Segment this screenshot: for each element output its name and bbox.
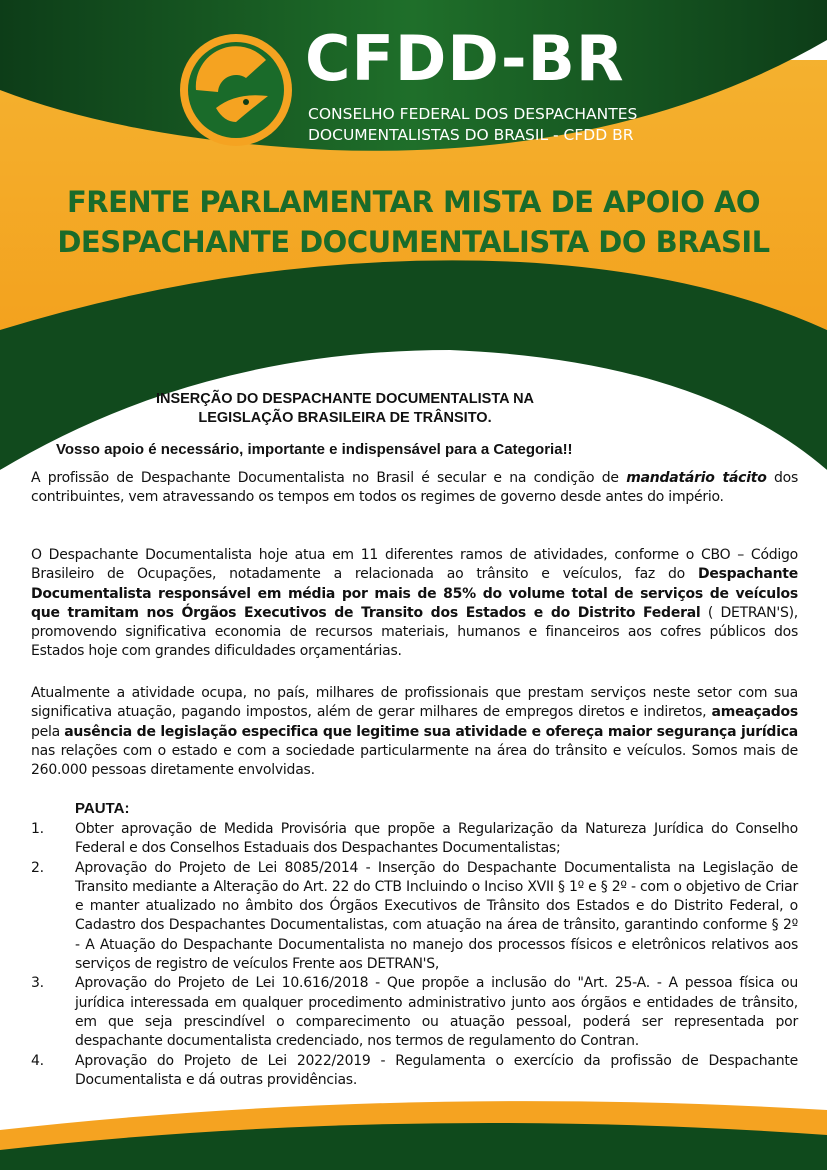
brand-name: CFDD-BR [305, 22, 625, 95]
brand-subtitle-line1: CONSELHO FEDERAL DOS DESPACHANTES [308, 105, 638, 123]
headline-line1: FRENTE PARLAMENTAR MISTA DE APOIO AO [66, 185, 761, 219]
headline-line2: DESPACHANTE DOCUMENTALISTA DO BRASIL [57, 225, 770, 259]
brand-subtitle-line2: DOCUMENTALISTAS DO BRASIL - CFDD BR [308, 126, 634, 144]
list-item [31, 859, 798, 975]
section-title-line1: INSERÇÃO DO DESPACHANTE DOCUMENTALISTA NA [155, 391, 535, 407]
item-number: 2. [31, 859, 44, 876]
p3-text-c: pela [31, 723, 65, 740]
list-item [31, 974, 798, 1051]
p2-text-a: O Despachante Documentalista hoje atua em 11 diferentes ramos de atividades, conforme o CBO – Código Brasileiro de Ocupações, notadamente a relacionada ao trânsito e veículos, faz do [31, 547, 798, 583]
item-number: 4. [31, 1052, 44, 1069]
paragraph-2 [31, 546, 798, 662]
list-item [31, 1052, 798, 1091]
item-text: Aprovação do Projeto de Lei 2022/2019 - Regulamenta o exercício da profissão de Despachante Documentalista e dá outras providências. [75, 1052, 798, 1088]
item-text: Obter aprovação de Medida Provisória que propõe a Regularização da Natureza Jurídica do Conselho Federal e dos Conselhos Estaduais dos Despachantes Documentalistas; [75, 821, 798, 857]
pauta-title: PAUTA: [75, 800, 130, 817]
p1-emphasis: mandatário tácito [626, 470, 767, 486]
p3-bold-1: ameaçados [711, 704, 798, 721]
item-text: Aprovação do Projeto de Lei 8085/2014 - Inserção do Despachante Documentalista na Legislação de Transito mediante a Alteração do Art. 22 do CTB Incluindo o Inciso XVII § 1º e § 2º - com o objetivo de Criar e manter atualizado no âmbito dos Órgãos Executivos de Trânsito dos Estados e do Distrito Federal, o Cadastro dos Despachantes Documentalistas, com atuação na área de trânsito, garantindo conforme § 2º - A Atuação do Despachante Documentalista no manejo dos processos físicos e eletrônicos relativos aos serviços de registro de veículos Frente aos DETRAN'S, [75, 859, 798, 973]
p2-bold: Despachante Documentalista responsável em média por mais de 85% do volume total de serviços de veículos que tramitam nos Órgãos Executivos de Transito dos Estados e do Distrito Federal [31, 566, 798, 621]
section-title [0, 390, 690, 428]
eagle-logo-icon [176, 30, 296, 150]
headline [0, 182, 827, 262]
paragraph-1 [31, 469, 798, 508]
p3-text-e: nas relações com o estado e com a sociedade particularmente na área do trânsito e veículos. Somos mais de 260.000 pessoas diretamente envolvidas. [31, 742, 798, 779]
p1-text-c: dos contribuintes, vem atravessando os tempos em todos os regimes de governo desde antes do império. [31, 470, 799, 506]
p1-text-a: A profissão de Despachante Documentalista no Brasil é secular e na condição de [31, 470, 627, 486]
item-text: Aprovação do Projeto de Lei 10.616/2018 - Que propõe a inclusão do "Art. 25-A. - A pessoa física ou jurídica interessada em qualquer procedimento administrativo junto aos órgãos e entidades de trânsito, em que seja prescindível o comparecimento ou atuação pessoal, poderá ser representada por despachante documentalista credenciado, nos termos de regulamento do Contran. [75, 975, 798, 1050]
section-title-line2: LEGISLAÇÃO BRASILEIRA DE TRÂNSITO. [198, 410, 492, 426]
support-message: Vosso apoio é necessário, importante e indispensável para a Categoria!! [56, 441, 573, 458]
paragraph-3 [31, 684, 798, 780]
pauta-list [31, 820, 798, 1090]
item-number: 3. [31, 975, 44, 992]
item-number: 1. [31, 821, 44, 837]
brand-subtitle [308, 104, 637, 146]
p2-text-c: ( DETRAN'S), promovendo significativa economia de recursos materiais, humanos e financeiros aos cofres públicos dos Estados hoje com grandes dificuldades orçamentárias. [31, 604, 798, 660]
list-item [31, 820, 798, 859]
p3-text-a: Atualmente a atividade ocupa, no país, milhares de profissionais que prestam serviços neste setor com sua significativa atuação, pagando impostos, além de gerar milhares de empregos diretos e indiretos, [31, 685, 798, 721]
p3-bold-2: ausência de legislação especifica que legitime sua atividade e ofereça maior segurança jurídica [64, 723, 798, 740]
